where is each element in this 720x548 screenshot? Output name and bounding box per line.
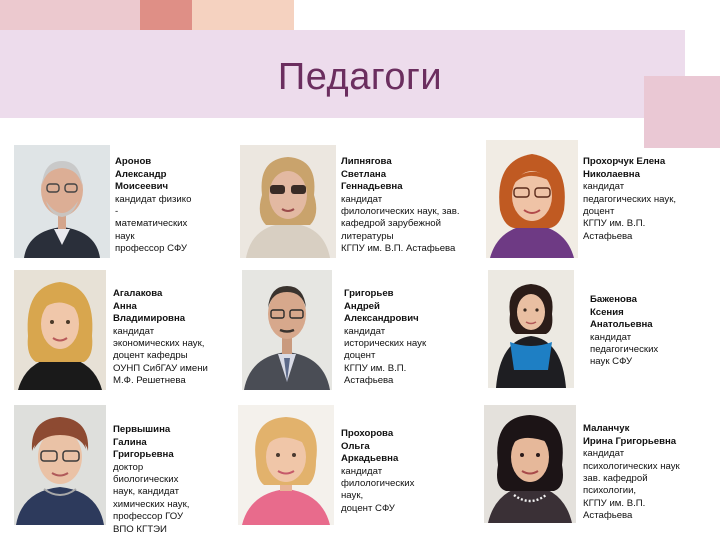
page-title: Педагоги bbox=[277, 56, 443, 98]
person-description: кандидат педагогических наук СФУ bbox=[590, 331, 659, 368]
photo-prokhorchuk bbox=[486, 140, 578, 258]
card-lipnyagova bbox=[341, 144, 481, 268]
card-malanchuk bbox=[583, 411, 703, 535]
person-name: Григорьев Андрей Александрович bbox=[344, 288, 419, 325]
person-description: кандидат исторических наук доцент КГПУ им. В.П. Астафьева bbox=[344, 325, 427, 387]
person-name: Первышина Галина Григорьевна bbox=[113, 424, 174, 461]
card-aronov bbox=[115, 144, 223, 268]
person-description: кандидат педагогических наук, доцент КГПУ им. В.П. Астафьева bbox=[583, 181, 677, 242]
person-description: кандидат экономических наук, доцент кафедры ОУНП СибГАУ имени М.Ф. Решетнева bbox=[113, 325, 208, 387]
card-bazhenova bbox=[590, 282, 710, 381]
person-description: кандидат филологических наук, зав. кафедрой зарубежной литературы КГПУ им. В.П. Астафьева bbox=[341, 193, 460, 255]
person-name: Прохорова Ольга Аркадьевна bbox=[341, 428, 399, 465]
photo-aronov bbox=[14, 145, 110, 258]
card-pervyshina bbox=[113, 412, 225, 548]
person-description: кандидат физико - математических наук профессор СФУ bbox=[115, 193, 192, 255]
person-name: Агалакова Анна Владимировна bbox=[113, 288, 186, 325]
photo-pervyshina bbox=[14, 405, 106, 525]
photo-agalakova bbox=[14, 270, 106, 390]
card-prokhorchuk bbox=[583, 144, 703, 256]
photo-prokhorova bbox=[238, 405, 334, 525]
card-agalakova bbox=[113, 276, 225, 400]
photo-lipnyagova bbox=[240, 145, 336, 258]
person-description: доктор биологических наук, кандидат химических наук, профессор ГОУ ВПО КГТЭИ bbox=[113, 461, 190, 535]
photo-grigoriev bbox=[242, 270, 332, 390]
card-prokhorova bbox=[341, 416, 461, 528]
person-description: кандидат филологических наук, доцент СФУ bbox=[341, 465, 415, 514]
person-name: Аронов Александр Моисеевич bbox=[115, 156, 169, 193]
person-name: Прохорчук Елена Николаевна bbox=[583, 156, 666, 180]
person-description: кандидат психологических наук зав. кафедрой психологии, КГПУ им. В.П. Астафьева bbox=[583, 448, 680, 522]
person-name: Липнягова Светлана Геннадьевна bbox=[341, 156, 403, 193]
photo-bazhenova bbox=[488, 270, 574, 388]
person-name: Маланчук Ирина Григорьевна bbox=[583, 423, 677, 447]
photo-malanchuk bbox=[484, 405, 576, 523]
card-grigoriev bbox=[344, 276, 464, 400]
person-name: Баженова Ксения Анатольевна bbox=[590, 294, 653, 331]
